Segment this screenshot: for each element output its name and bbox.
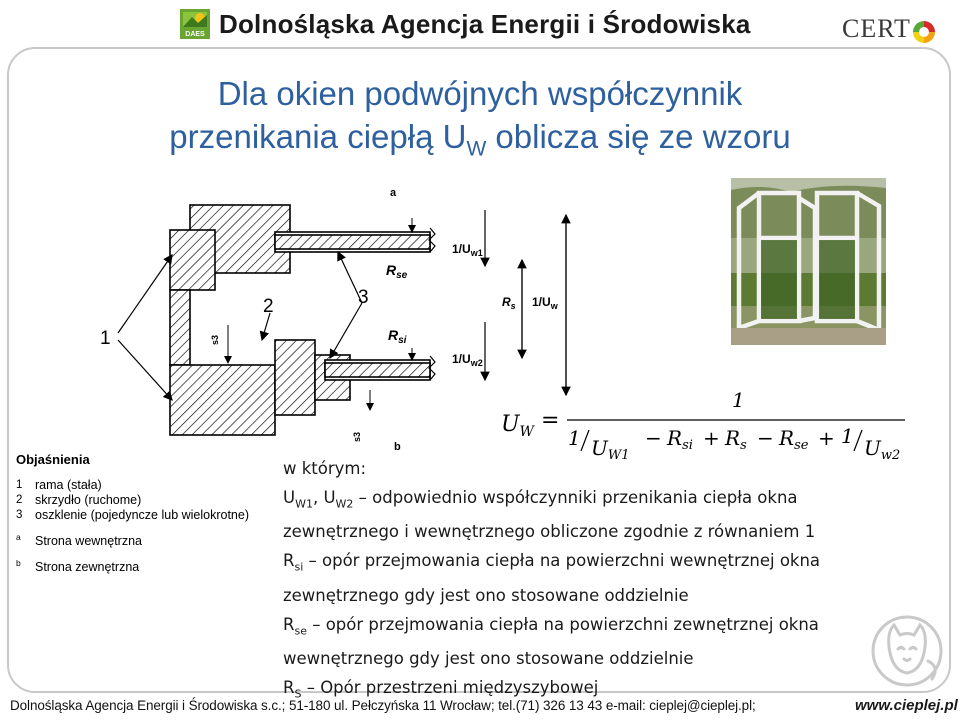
label-1: 1: [100, 328, 111, 349]
legend-text: oszklenie (pojedyncze lub wielokrotne): [35, 508, 250, 522]
label-uw: $1/U_w$: [532, 295, 558, 311]
formula-one-a: 1: [568, 426, 581, 450]
label-a: a: [390, 187, 397, 199]
daes-logo-text: DAES: [185, 31, 205, 38]
body-line-5: [283, 611, 943, 646]
legend-key: 1: [16, 479, 23, 491]
slide-title: [90, 72, 870, 171]
certo-logo: CERT: [842, 14, 911, 43]
body-l5-a: R: [283, 614, 295, 634]
label-uw2: $1/U_{w2}$: [452, 352, 483, 368]
body-line-4: zewnętrznego gdy jest ono stosowane oddzielnie: [283, 585, 689, 605]
footer-bar: [0, 689, 960, 723]
legend-item: [16, 493, 266, 508]
body-l5-b: – opór przejmowania ciepła na powierzchni zewnętrznej okna: [306, 614, 819, 634]
body-l7-a: R: [283, 678, 295, 698]
slide-title-line1: Dla okien podwójnych współczynnik: [217, 75, 743, 112]
slide-title-line2-post: oblicza się ze wzoru: [486, 118, 791, 155]
legend-item: [16, 508, 266, 523]
formula-lhs: $U_W$: [501, 412, 534, 440]
body-l7-a-sub: S: [294, 687, 302, 701]
label-s3-lower: s3: [352, 431, 362, 442]
upper-frame-left: [170, 230, 215, 290]
formula-r-s: $R_s$: [725, 426, 747, 453]
legend-text: Strona zewnętrzna: [35, 560, 140, 574]
legend-item: [16, 478, 266, 493]
frame-vertical: [170, 290, 190, 365]
body-l3-b: – opór przejmowania ciepła na powierzchni wewnętrznej okna: [303, 551, 821, 571]
legend-key: 3: [16, 509, 23, 521]
formula-minus-b: −: [757, 426, 774, 450]
daes-logo-icon: [180, 9, 210, 39]
inner-glazing-hatch: [325, 363, 430, 377]
slide-title-line2-sub: W: [466, 137, 487, 161]
body-line-6: wewnętrznego gdy jest ono stosowane oddzielnie: [283, 649, 694, 669]
formula-eq: =: [541, 408, 560, 433]
footer-website-link[interactable]: www.cieplej.pl: [855, 697, 958, 714]
legend-text: Strona wewnętrzna: [35, 534, 143, 548]
legend-title: Objaśnienia: [16, 452, 90, 467]
label-2: 2: [263, 296, 274, 317]
definitions-text: [283, 455, 943, 709]
formula-slash-a: [581, 430, 589, 451]
formula-u-a: $U_{W1}$: [591, 436, 630, 463]
label-rs: $R_s$: [502, 295, 516, 311]
body-intro: w którym:: [283, 459, 367, 478]
cat-watermark-icon: [862, 605, 952, 691]
body-l1-a: U: [283, 487, 296, 507]
label-s3-upper: s3: [210, 334, 220, 345]
header-title: Dolnośląska Agencja Energii i Środowiska: [219, 9, 751, 39]
body-l3-a: R: [283, 551, 295, 571]
body-l7-b: – Opór przestrzeni międzyszybowej: [301, 678, 599, 698]
body-l3-a-sub: si: [294, 560, 304, 574]
legend-item: [16, 534, 266, 549]
legend-key: a: [16, 532, 21, 542]
certo-o-icon: [912, 20, 936, 44]
header-bar: [0, 0, 960, 50]
formula-slash-b: [854, 430, 862, 451]
label-rse: $R_{se}$: [386, 262, 408, 281]
formula-numerator: 1: [732, 388, 745, 412]
legend-key: 2: [16, 494, 23, 506]
body-l1-b: , U: [312, 487, 336, 507]
body-l5-a-sub: se: [294, 623, 307, 637]
formula-one-b: 1: [841, 424, 854, 448]
formula-u-b: $U_{w2}$: [864, 436, 901, 463]
label-3: 3: [358, 287, 369, 308]
body-line-2: zewnętrznego i wewnętrznego obliczone zgodnie z równaniem 1: [283, 522, 816, 542]
slide-title-line2: [90, 115, 870, 171]
formula-plus-b: +: [818, 426, 835, 450]
body-line-1: [283, 484, 943, 519]
legend-text: skrzydło (ruchome): [35, 493, 142, 507]
outer-glazing-hatch: [275, 235, 430, 249]
slide-title-line2-pre: przenikania ciepłą U: [169, 118, 467, 155]
body-line-3: [283, 547, 943, 582]
body-l1-a-sub: W1: [295, 496, 313, 510]
formula-r-si: $R_{si}$: [667, 426, 693, 453]
label-b: b: [394, 441, 401, 453]
label-rsi: $R_{si}$: [388, 327, 407, 346]
formula-minus-a: −: [645, 426, 662, 450]
body-l1-c: – odpowiednio współczynniki przenikania ciepła okna: [353, 487, 798, 507]
lower-sash: [275, 340, 315, 415]
legend-text: rama (stała): [35, 478, 102, 492]
legend-item: [16, 560, 266, 575]
formula-plus-a: +: [703, 426, 720, 450]
footer-contact-text: Dolnośląska Agencja Energii i Środowiska s.c.; 51-180 ul. Pełczyńska 11 Wrocław; tel.(71) 326 13 43 e-mail: cieplej@cieplej.pl;: [10, 698, 756, 713]
legend-key: b: [16, 558, 21, 568]
label-uw1: $1/U_{w1}$: [452, 242, 483, 258]
lower-frame: [170, 365, 275, 435]
formula-r-se: $R_{se}$: [779, 426, 809, 453]
legend-gap: [16, 523, 266, 534]
legend: [16, 452, 266, 575]
legend-gap: [16, 549, 266, 560]
double-window-photo: [731, 178, 886, 345]
body-l1-b-sub: W2: [335, 496, 354, 510]
